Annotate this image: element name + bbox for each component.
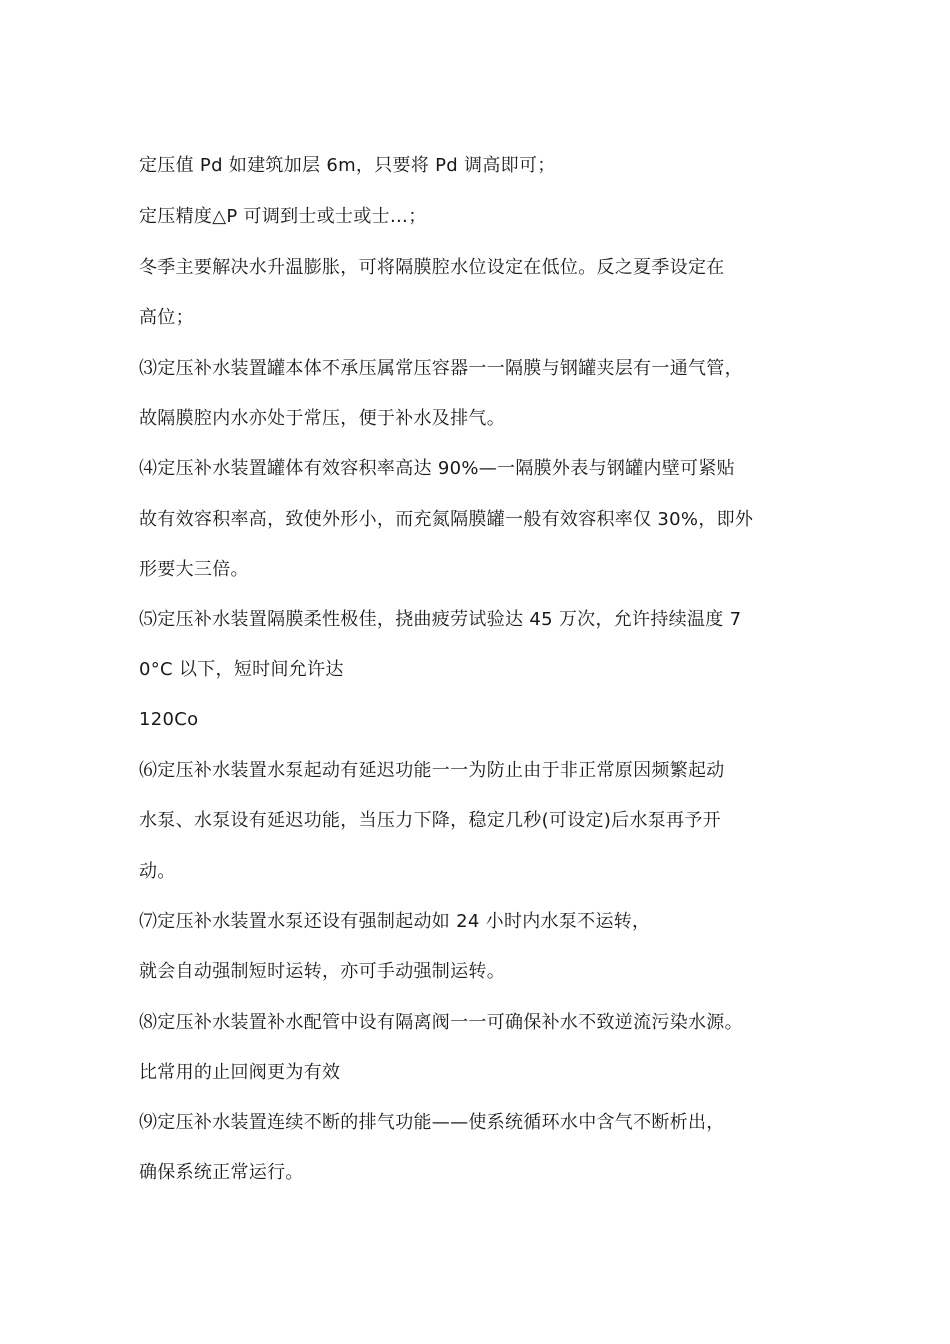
text-line: 冬季主要解决水升温膨胀，可将隔膜腔水位设定在低位。反之夏季设定在 — [139, 257, 725, 278]
text-line: 形要大三倍。 — [139, 559, 249, 580]
text-line: 水泵、水泵设有延迟功能，当压力下降，稳定几秒(可设定)后水泵再予开 — [139, 810, 721, 831]
text-line: ⑺定压补水装置水泵还设有强制起动如 24 小时内水泵不运转， — [139, 911, 651, 932]
text-line: 确保系统正常运行。 — [139, 1162, 304, 1183]
text-line: ⑶定压补水装置罐本体不承压属常压容器一一隔膜与钢罐夹层有一通气管， — [139, 358, 743, 379]
text-line: ⑼定压补水装置连续不断的排气功能——使系统循环水中含气不断析出， — [139, 1112, 725, 1133]
text-line: ⑸定压补水装置隔膜柔性极佳，挠曲疲劳试验达 45 万次，允许持续温度 7 — [139, 609, 742, 630]
text-line: 120Co — [139, 709, 199, 730]
text-line: 故有效容积率高，致使外形小，而充氮隔膜罐一般有效容积率仅 30%，即外 — [139, 509, 754, 530]
text-line: 高位； — [139, 307, 194, 328]
text-line: 定压精度△P 可调到士或士或士…； — [139, 206, 427, 227]
text-line: ⑷定压补水装置罐体有效容积率高达 90%—一隔膜外表与钢罐内壁可紧贴 — [139, 458, 735, 479]
text-line: 故隔膜腔内水亦处于常压，便于补水及排气。 — [139, 408, 505, 429]
text-line: 比常用的止回阀更为有效 — [139, 1062, 341, 1083]
text-line: 0°C 以下，短时间允许达 — [139, 659, 344, 680]
text-line: ⑻定压补水装置补水配管中设有隔离阀一一可确保补水不致逆流污染水源。 — [139, 1012, 743, 1033]
text-line: 定压值 Pd 如建筑加层 6m，只要将 Pd 调高即可； — [139, 155, 556, 176]
text-line: ⑹定压补水装置水泵起动有延迟功能一一为防止由于非正常原因频繁起动 — [139, 760, 725, 781]
text-line: 就会自动强制短时运转，亦可手动强制运转。 — [139, 961, 505, 982]
text-line: 动。 — [139, 861, 176, 882]
